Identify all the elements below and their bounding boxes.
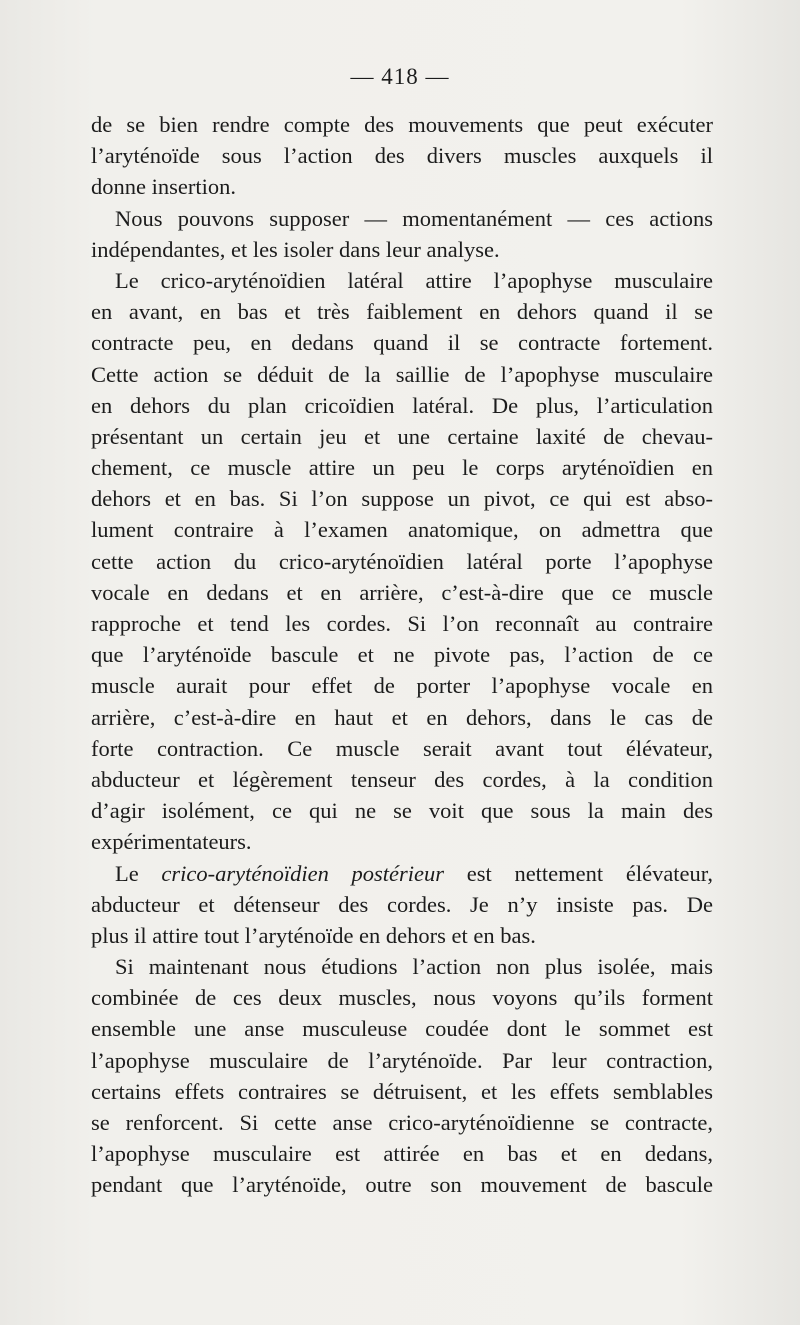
text-line: en avant, en bas et très faiblement en dehors quand il se xyxy=(91,299,713,325)
paragraph-3 xyxy=(91,265,713,858)
text-line: vocale en dedans et en arrière, c’est-à-dire que ce muscle xyxy=(91,579,713,605)
text-line: lument contraire à l’examen anatomique, on admettra que xyxy=(91,517,713,543)
text-line: chement, ce muscle attire un peu le corps aryténoïdien en xyxy=(91,455,713,481)
text-line: Le crico-aryténoïdien latéral attire l’apophyse musculaire xyxy=(115,267,713,293)
paragraph-4 xyxy=(91,858,713,952)
italic-term: crico-aryténoïdien postérieur xyxy=(161,860,445,886)
text-line: l’apophyse musculaire est attirée en bas et en dedans, xyxy=(91,1141,713,1167)
text-line: d’agir isolément, ce qui ne se voit que sous la main des xyxy=(91,798,713,824)
text-line: l’apophyse musculaire de l’aryténoïde. Par leur contraction, xyxy=(91,1047,713,1073)
text-line: cette action du crico-aryténoïdien latéral porte l’apophyse xyxy=(91,548,713,574)
paragraph-1 xyxy=(91,109,713,203)
line-suffix: est nettement élévateur, xyxy=(444,860,714,886)
text-line: abducteur et détenseur des cordes. Je n’y insiste pas. De xyxy=(91,891,713,917)
text-line: pendant que l’aryténoïde, outre son mouvement de bascule xyxy=(91,1172,713,1198)
body-text xyxy=(91,109,713,1201)
text-line: arrière, c’est-à-dire en haut et en dehors, dans le cas de xyxy=(91,704,713,730)
text-line: combinée de ces deux muscles, nous voyons qu’ils forment xyxy=(91,985,713,1011)
text-line: donne insertion. xyxy=(91,174,236,200)
text-line: en dehors du plan cricoïdien latéral. De plus, l’articulation xyxy=(91,392,713,418)
text-line: rapproche et tend les cordes. Si l’on reconnaît au contraire xyxy=(91,611,713,636)
text-line: l’aryténoïde sous l’action des divers muscles auxquels il xyxy=(91,143,713,169)
line-prefix: Le xyxy=(115,860,162,886)
text-line: dehors et en bas. Si l’on suppose un pivot, ce qui est abso- xyxy=(91,486,713,512)
paragraph-5 xyxy=(91,951,713,1201)
text-line: abducteur et légèrement tenseur des cordes, à la condition xyxy=(91,766,713,792)
paragraph-2 xyxy=(91,203,713,265)
text-line: Nous pouvons supposer — momentanément — ces actions xyxy=(115,205,713,231)
text-line: se renforcent. Si cette anse crico-aryténoïdienne se contracte, xyxy=(91,1110,713,1135)
text-line: expérimentateurs. xyxy=(91,829,252,855)
text-line: de se bien rendre compte des mouvements que peut exécuter xyxy=(91,112,713,137)
page-number: — 418 — xyxy=(350,64,450,89)
text-line: indépendantes, et les isoler dans leur analyse. xyxy=(91,236,500,262)
text-line: certains effets contraires se détruisent, et les effets semblables xyxy=(91,1078,713,1104)
text-line: ensemble une anse musculeuse coudée dont le sommet est xyxy=(91,1016,713,1042)
text-line: que l’aryténoïde bascule et ne pivote pas, l’action de ce xyxy=(91,642,713,668)
text-line: Si maintenant nous étudions l’action non plus isolée, mais xyxy=(115,954,713,980)
text-line: Cette action se déduit de la saillie de l’apophyse musculaire xyxy=(91,361,713,387)
text-line: présentant un certain jeu et une certaine laxité de chevau- xyxy=(91,423,713,449)
text-line-with-italic xyxy=(91,858,713,889)
text-line: muscle aurait pour effet de porter l’apophyse vocale en xyxy=(91,673,713,699)
text-line: forte contraction. Ce muscle serait avant tout élévateur, xyxy=(91,735,713,761)
text-line: plus il attire tout l’aryténoïde en dehors et en bas. xyxy=(91,922,536,948)
text-line: contracte peu, en dedans quand il se contracte fortement. xyxy=(91,330,713,356)
